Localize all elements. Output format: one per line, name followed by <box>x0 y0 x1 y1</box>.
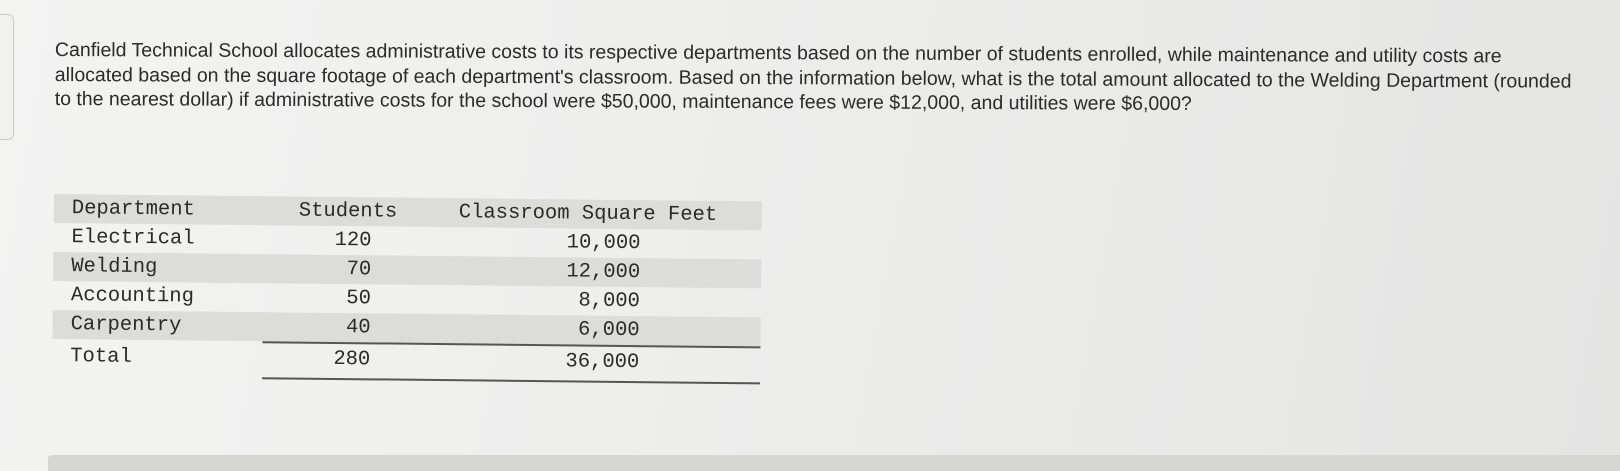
left-panel-edge <box>0 14 14 140</box>
row-square-feet: 8,000 <box>578 289 641 314</box>
row-students: 70 <box>346 258 372 282</box>
total-square-feet: 36,000 <box>565 350 640 375</box>
header-students: Students <box>298 199 398 224</box>
row-department: Electrical <box>71 226 195 251</box>
row-square-feet: 12,000 <box>566 260 641 285</box>
header-department: Department <box>71 197 195 222</box>
row-students: 40 <box>345 316 371 340</box>
total-label: Total <box>70 345 132 369</box>
row-students: 50 <box>346 287 372 311</box>
allocation-table <box>52 194 784 402</box>
bottom-panel-edge <box>48 455 1620 471</box>
table-total-row <box>52 342 760 378</box>
header-square-feet: Classroom Square Feet <box>458 201 718 227</box>
row-department: Welding <box>71 255 158 280</box>
row-students: 120 <box>334 228 372 253</box>
row-square-feet: 6,000 <box>577 318 640 343</box>
question-text: Canfield Technical School allocates administrative costs to its respective departments based on the number of students enrolled, while maintenance and utility costs are allocated based on the square footage of each department's classroom. Based on the information below, what is the total amount allocated to the Welding Department (rounded to the nearest dollar) if administrative costs for the school were $50,000, maintenance fees were $12,000, and utilities were $6,000? <box>54 38 1572 116</box>
total-rule <box>262 377 760 384</box>
total-students: 280 <box>333 347 371 372</box>
row-department: Accounting <box>70 284 195 309</box>
row-department: Carpentry <box>70 313 182 338</box>
row-square-feet: 10,000 <box>566 231 641 256</box>
table-row <box>52 310 760 346</box>
